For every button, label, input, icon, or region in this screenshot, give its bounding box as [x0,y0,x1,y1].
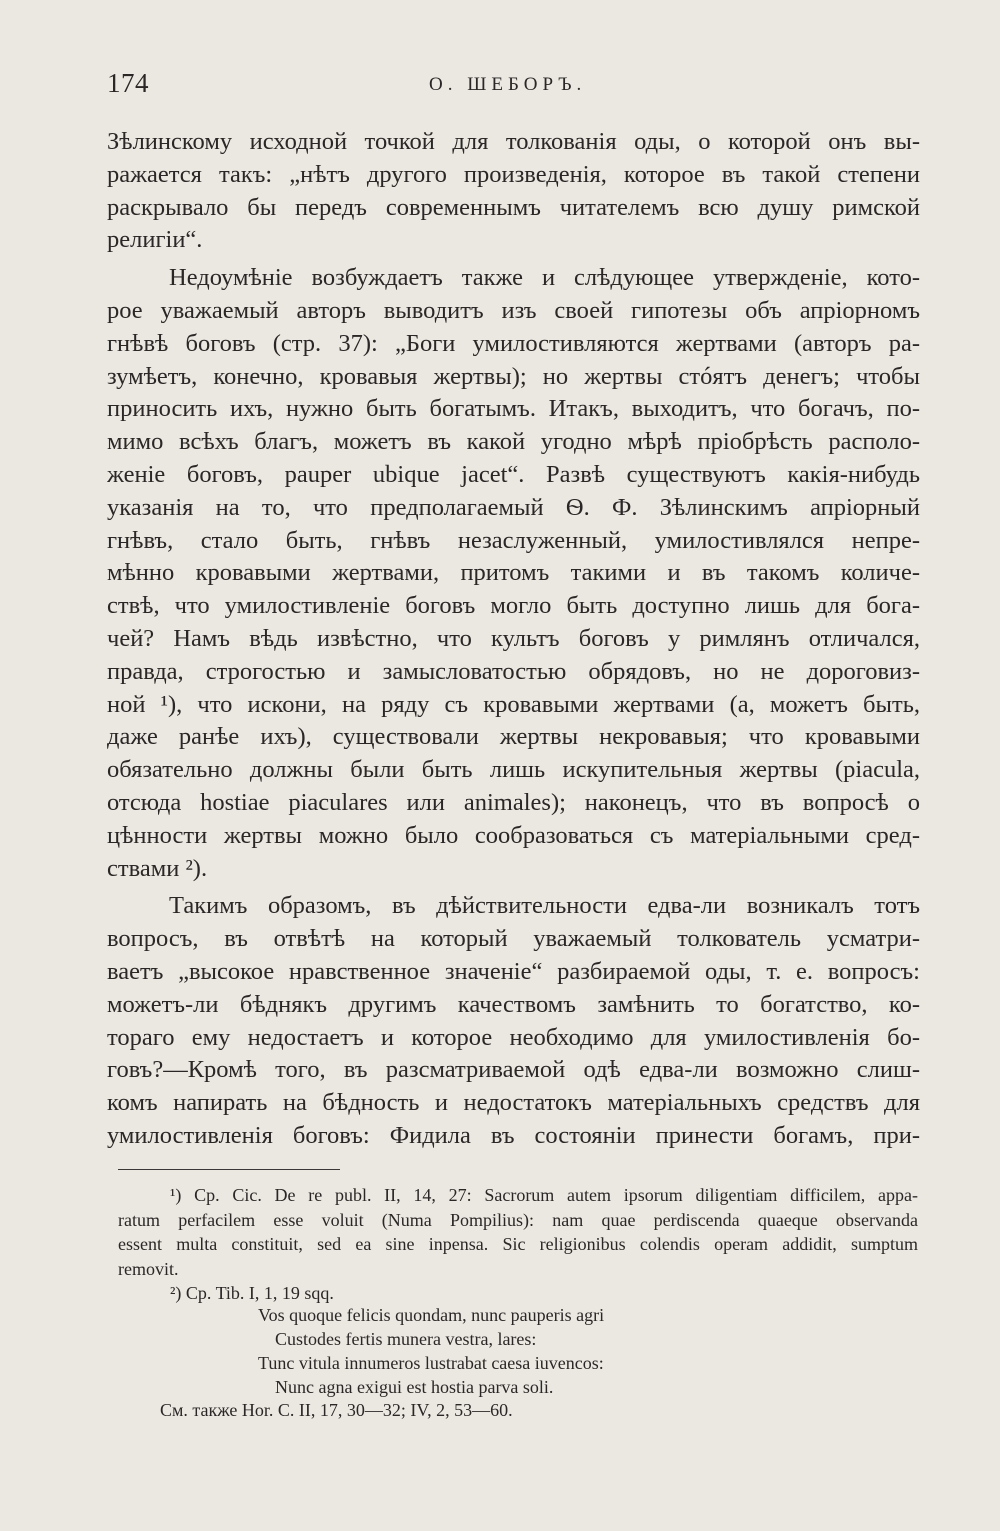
text-line: комъ напирать на бѣдность и недостатокъ матеріальныхъ средствъ для [107,1089,920,1117]
footnote-see-also: См. также Hor. C. II, 17, 30—32; IV, 2, 53—60. [160,1400,513,1420]
footnote-1-line: ratum perfacilem esse voluit (Numa Pompilius): nam quae perdiscenda quaeque observanda [118,1209,918,1230]
text-line: вопросъ, въ отвѣтѣ на который уважаемый толкователь усматри- [107,925,920,953]
footnote-1-line: ¹) Cp. Cic. De re publ. II, 14, 27: Sacrorum autem ipsorum diligentiam difficilem, appa- [170,1185,918,1205]
text-line: гнѣвъ, стало быть, гнѣвъ незаслуженный, умилостивлялся непре- [107,526,920,554]
text-line: гнѣвѣ боговъ (стр. 37): „Боги умилостивляются жертвами (авторъ ра- [107,329,920,357]
text-line: указанія на то, что предполагаемый Ѳ. Ф. Зѣлинскимъ апріорный [107,493,920,521]
text-line: Зѣлинскому исходной точкой для толкованія оды, о которой онъ вы- [107,128,920,155]
running-head: О. ШЕБОРЪ. [429,74,587,95]
text-line: ной ¹), что искони, на ряду съ кровавыми жертвами (а, можетъ быть, [107,690,920,718]
text-line: обязательно должны были быть лишь искупительныя жертвы (piacula, [107,756,920,784]
footnote-1-line: removit. [118,1258,179,1279]
paragraph-first-line: Недоумѣніе возбуждаетъ также и слѣдующее утвержденіе, кото- [169,264,920,292]
main-text [107,126,920,1153]
text-line: женіе боговъ, pauper ubique jacet“. Развѣ существуютъ какія-нибудь [107,460,920,488]
text-line: ствѣ, что умилостивленіе боговъ могло быть доступно лишь для бога- [107,592,920,620]
footnote-1-line: essent multa constituit, sed ea sine inpensa. Sic religionibus colendis operam addidit, sumptum [118,1234,918,1254]
text-line: отсюда hostiae piaculares или animales); наконецъ, что въ вопросѣ о [107,788,920,816]
text-line: рое уважаемый авторъ выводитъ изъ своей гипотезы объ апріорномъ [107,296,920,324]
text-line: тораго ему недостаетъ и которое необходимо для умилостивленія бо- [107,1023,920,1051]
text-line: раскрывало бы передъ современнымъ читателемъ всю душу римской [107,193,920,221]
text-line: даже ранѣе ихъ), существовали жертвы некровавыя; что кровавыми [107,723,920,751]
text-line: ражается такъ: „нѣтъ другого произведенія, которое въ такой степени [107,160,920,188]
paragraph-first-line: Такимъ образомъ, въ дѣйствительности едва-ли возникалъ тотъ [169,892,920,920]
text-line: правда, строгостью и замысловатостью обрядовъ, но не дороговиз- [107,657,920,685]
text-line: цѣнности жертвы можно было сообразоваться съ матеріальными сред- [107,821,920,849]
text-line: религіи“. [107,226,203,254]
text-line: можетъ-ли бѣднякъ другимъ качествомъ замѣнить то богатство, ко- [107,990,920,1018]
text-line: мимо всѣхъ благъ, можетъ въ какой угодно мѣрѣ пріобрѣсть располо- [107,428,920,456]
verse-line: Vos quoque felicis quondam, nunc pauperis agri [258,1305,605,1325]
verse-line: Nunc agna exigui est hostia parva soli. [275,1377,554,1397]
text-line: зумѣетъ, конечно, кровавыя жертвы); но жертвы стóятъ денегъ; чтобы [107,362,920,390]
text-line: ствами ²). [107,854,208,882]
verse-line: Tunc vitula innumeros lustrabat caesa iuvencos: [258,1353,604,1373]
text-line: ваетъ „высокое нравственное значеніе“ разбираемой оды, т. е. вопросъ: [107,957,920,985]
text-line: мѣнно кровавыми жертвами, притомъ такими и въ такомъ количе- [107,559,920,587]
footnotes [118,1183,918,1306]
text-line: чей? Намъ вѣдь извѣстно, что культъ боговъ у римлянъ отличался, [107,624,920,652]
text-line: приносить ихъ, нужно быть богатымъ. Итакъ, выходитъ, что богачъ, по- [107,395,920,423]
page-number: 174 [107,68,149,98]
verse-line: Custodes fertis munera vestra, lares: [275,1329,537,1349]
footnote-divider [118,1169,340,1170]
text-line: умилостивленія боговъ: Фидила въ состояніи принести богамъ, при- [107,1121,920,1149]
page-header [107,68,920,108]
footnote-2-intro: ²) Cp. Tib. I, 1, 19 sqq. [170,1283,334,1303]
text-line: говъ?—Кромѣ того, въ разсматриваемой одѣ едва-ли возможно слиш- [107,1056,920,1084]
